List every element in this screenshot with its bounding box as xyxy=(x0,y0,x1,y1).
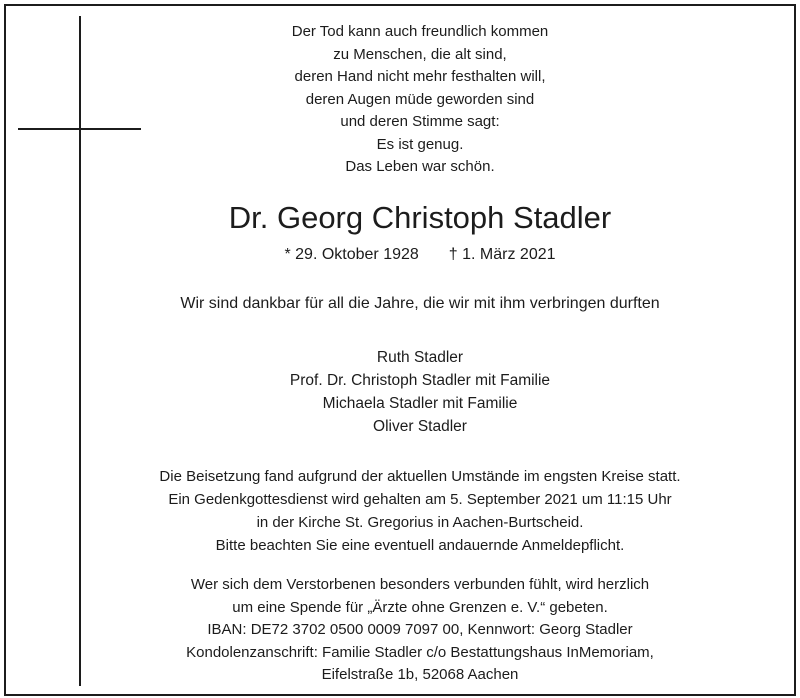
poem-line: und deren Stimme sagt: xyxy=(340,113,500,130)
cross-icon-vertical-bar xyxy=(79,16,81,686)
mourner-name: Oliver Stadler xyxy=(373,418,467,435)
death-date: † 1. März 2021 xyxy=(448,246,556,263)
donation-info xyxy=(110,574,730,687)
poem-line: Es ist genug. xyxy=(376,135,464,153)
cross-icon-horizontal-bar xyxy=(18,128,141,130)
poem-line: Der Tod kann auch freundlich kommen xyxy=(291,23,549,40)
mourner-name: Ruth Stadler xyxy=(376,349,464,366)
poem-line: deren Hand nicht mehr festhalten will, xyxy=(294,68,546,85)
donation-line: um eine Spende für „Ärzte ohne Grenzen e. V.“ gebeten. xyxy=(232,598,608,616)
poem-line: zu Menschen, die alt sind, xyxy=(333,45,507,63)
funeral-line: Ein Gedenkgottesdienst wird gehalten am 5. September 2021 um 11:15 Uhr xyxy=(168,491,672,508)
mourner-name: Prof. Dr. Christoph Stadler mit Familie xyxy=(289,372,551,389)
condolence-address: Kondolenzanschrift: Familie Stadler c/o Bestattungshaus InMemoriam, xyxy=(186,643,654,661)
condolence-address: Eifelstraße 1b, 52068 Aachen xyxy=(321,666,519,683)
funeral-line: Bitte beachten Sie eine eventuell andauernde Anmeldepflicht. xyxy=(215,537,625,554)
donation-iban: IBAN: DE72 3702 0500 0009 7097 00, Kennwort: Georg Stadler xyxy=(207,621,633,638)
mourners-list xyxy=(220,346,620,438)
poem-line: Das Leben war schön. xyxy=(345,158,495,175)
life-dates xyxy=(200,244,640,266)
funeral-info xyxy=(90,465,750,557)
funeral-line: Die Beisetzung fand aufgrund der aktuellen Umstände im engsten Kreise statt. xyxy=(159,468,681,485)
poem-line: deren Augen müde geworden sind xyxy=(305,90,535,108)
funeral-line: in der Kirche St. Gregorius in Aachen-Burtscheid. xyxy=(256,514,584,531)
donation-line: Wer sich dem Verstorbenen besonders verbunden fühlt, wird herzlich xyxy=(190,576,650,593)
birth-date: * 29. Oktober 1928 xyxy=(284,246,419,263)
deceased-name: Dr. Georg Christoph Stadler xyxy=(228,200,612,235)
gratitude-line: Wir sind dankbar für all die Jahre, die wir mit ihm verbringen durften xyxy=(180,295,660,312)
poem xyxy=(220,21,620,179)
mourner-name: Michaela Stadler mit Familie xyxy=(322,395,518,412)
